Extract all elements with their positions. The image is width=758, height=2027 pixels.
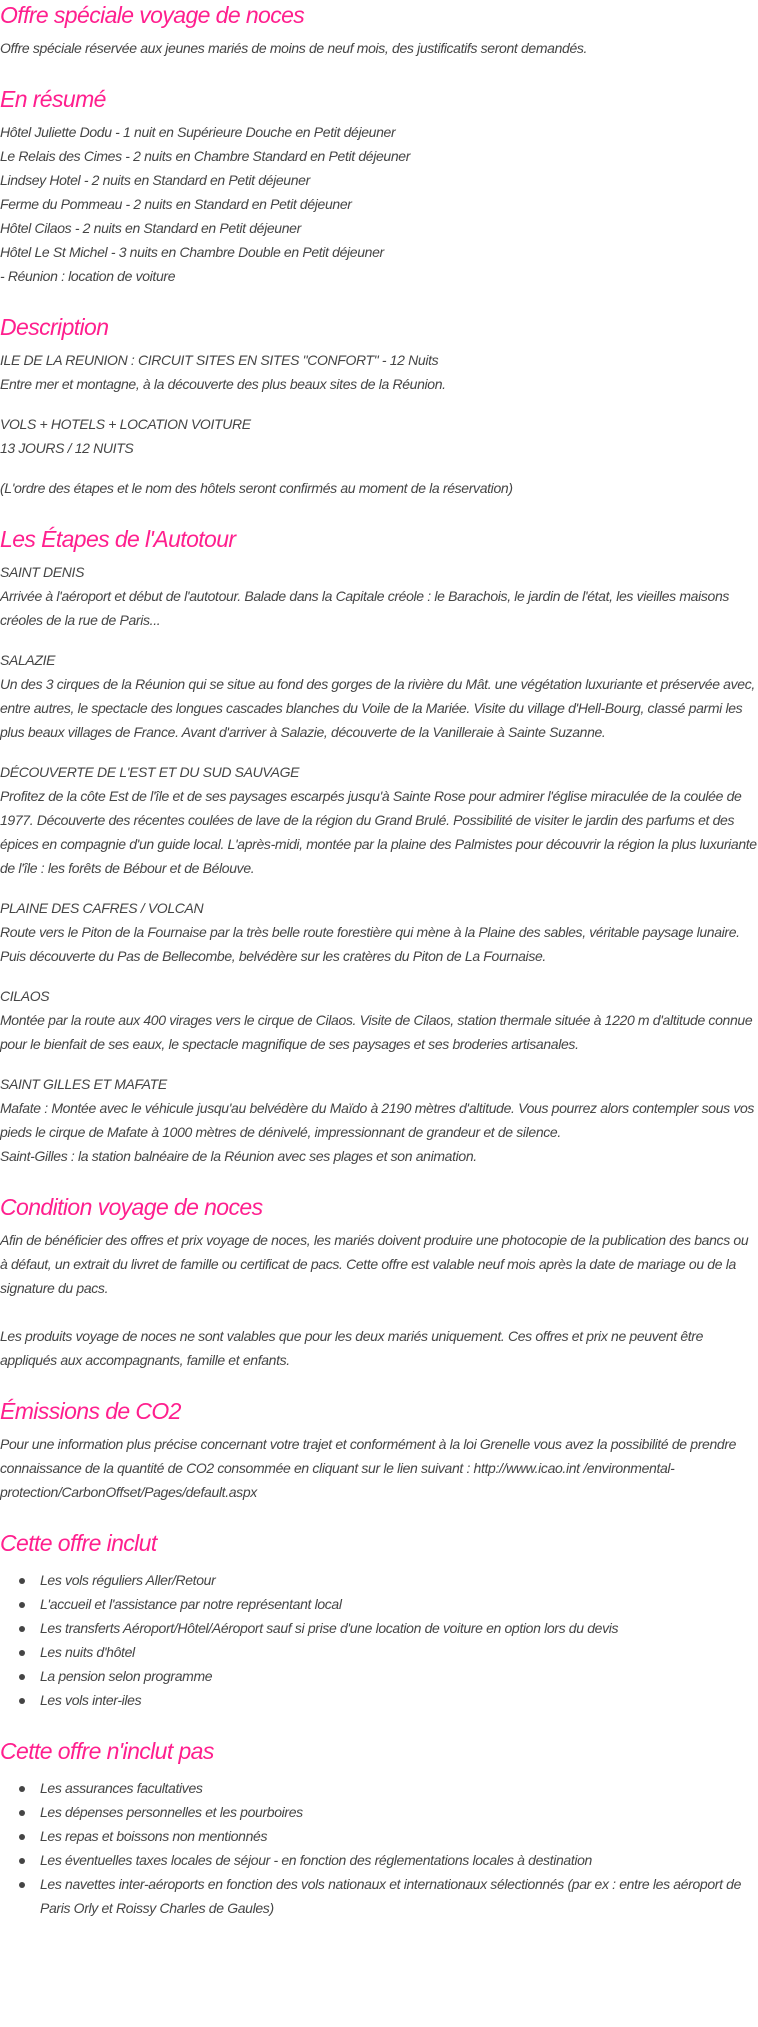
stage-text: Un des 3 cirques de la Réunion qui se situe au fond des gorges de la rivière du Mât. une végétation luxuriante et préservée avec, entre autres, le spectacle des longues cascades blanches du Voile de la Mariée. Visite du village d'Hell-Bourg, classé parmi les plus beaux villages de France. Avant d'arriver à Salazie, découverte de la Vanilleraie à Sainte Suzanne. [0,676,755,740]
conditions-section [0,1192,758,1372]
list-item: Les dépenses personnelles et les pourboires [40,1800,758,1824]
conditions-paragraph: Afin de bénéficier des offres et prix voyage de noces, les mariés doivent produire une photocopie de la publication des bancs ou à défaut, un extrait du livret de famille ou certificat de pacs. Cette offre est valable neuf mois après la date de mariage ou de la signature du pacs. [0,1232,749,1296]
list-item: Les navettes inter-aéroports en fonction des vols nationaux et internationaux sélectionnés (par ex : entre les aéroport de Paris Orly et Roissy Charles de Gaules) [40,1872,758,1920]
stages-title: Les Étapes de l'Autotour [0,526,236,552]
summary-line: - Réunion : location de voiture [0,268,176,284]
conditions-paragraph: Les produits voyage de noces ne sont valables que pour les deux mariés uniquement. Ces offres et prix ne peuvent être appliqués aux accompagnants, famille et enfants. [0,1328,704,1368]
list-item: Les repas et boissons non mentionnés [40,1824,758,1848]
stages-section [0,524,758,1168]
excludes-section [0,1736,758,1920]
list-item: Les vols inter-iles [40,1688,758,1712]
stage-name: CILAOS [0,988,50,1004]
co2-text: Pour une information plus précise concernant votre trajet et conformément à la loi Grenelle vous avez la possibilité de prendre connaissance de la quantité de CO2 consommée en cliquant sur le lien suivant : http://www.icao.int /environmental-protection/CarbonOffset/Pages/default.aspx [0,1436,737,1500]
list-item: Les vols réguliers Aller/Retour [40,1568,758,1592]
stage-item [0,1072,758,1168]
description-duration: 13 JOURS / 12 NUITS [0,440,134,456]
co2-section [0,1396,758,1504]
includes-list [0,1568,758,1712]
description-tagline: Entre mer et montagne, à la découverte des plus beaux sites de la Réunion. [0,376,446,392]
stage-text: Arrivée à l'aéroport et début de l'autotour. Balade dans la Capitale créole : le Barachois, le jardin de l'état, les vieilles maisons créoles de la rue de Paris... [0,588,730,628]
stage-name: SAINT DENIS [0,564,85,580]
offer-text: Offre spéciale réservée aux jeunes mariés de moins de neuf mois, des justificatifs seront demandés. [0,40,588,56]
summary-section [0,84,758,288]
stage-item [0,896,758,968]
stage-name: SALAZIE [0,652,56,668]
list-item: L'accueil et l'assistance par notre représentant local [40,1592,758,1616]
description-note: (L'ordre des étapes et le nom des hôtels seront confirmés au moment de la réservation) [0,480,513,496]
summary-line: Ferme du Pommeau - 2 nuits en Standard en Petit déjeuner [0,196,352,212]
stage-item [0,560,758,632]
excludes-title: Cette offre n'inclut pas [0,1738,214,1764]
stage-text: Route vers le Piton de la Fournaise par la très belle route forestière qui mène à la Plaine des sables, véritable paysage lunaire. Puis découverte du Pas de Bellecombe, belvédère sur les cratères du Piton de La Fournaise. [0,924,740,964]
stage-name: PLAINE DES CAFRES / VOLCAN [0,900,204,916]
stage-text: Montée par la route aux 400 virages vers le cirque de Cilaos. Visite de Cilaos, station thermale située à 1220 m d'altitude connue pour le bienfait de ses eaux, le spectacle magnifique de ses paysages et ses broderies artisanales. [0,1012,753,1052]
summary-line: Lindsey Hotel - 2 nuits en Standard en Petit déjeuner [0,172,310,188]
offer-title: Offre spéciale voyage de noces [0,2,305,28]
stage-text: Mafate : Montée avec le véhicule jusqu'au belvédère du Maïdo à 2190 mètres d'altitude. Vous pourrez alors contempler sous vos pieds le cirque de Mafate à 1000 mètres de dénivelé, impressionnant de grandeur et de silence. [0,1100,755,1140]
description-title: Description [0,314,109,340]
stage-name: DÉCOUVERTE DE L'EST ET DU SUD SAUVAGE [0,764,300,780]
stage-item [0,984,758,1056]
list-item: La pension selon programme [40,1664,758,1688]
stage-text: Profitez de la côte Est de l'île et de ses paysages escarpés jusqu'à Sainte Rose pour admirer l'église miraculée de la coulée de 1977. Découverte des récentes coulées de lave de la région du Grand Brulé. Possibilité de visiter le jardin des parfums et des épices en compagnie d'un guide local. L'après-midi, montée par la plaine des Palmistes pour découvrir la région la plus luxuriante de l'île : les forêts de Bébour et de Bélouve. [0,788,757,876]
description-section [0,312,758,500]
list-item: Les nuits d'hôtel [40,1640,758,1664]
conditions-title: Condition voyage de noces [0,1194,263,1220]
list-item: Les transferts Aéroport/Hôtel/Aéroport sauf si prise d'une location de voiture en option lors du devis [40,1616,758,1640]
summary-line: Hôtel Le St Michel - 3 nuits en Chambre Double en Petit déjeuner [0,244,384,260]
description-circuit: ILE DE LA REUNION : CIRCUIT SITES EN SITES "CONFORT" - 12 Nuits [0,352,439,368]
summary-title: En résumé [0,86,106,112]
summary-line: Le Relais des Cimes - 2 nuits en Chambre Standard en Petit déjeuner [0,148,411,164]
excludes-list [0,1776,758,1920]
stage-item [0,648,758,744]
includes-title: Cette offre inclut [0,1530,157,1556]
summary-line: Hôtel Juliette Dodu - 1 nuit en Supérieure Douche en Petit déjeuner [0,124,396,140]
list-item: Les éventuelles taxes locales de séjour - en fonction des réglementations locales à destination [40,1848,758,1872]
offer-section [0,0,758,60]
stage-name: SAINT GILLES ET MAFATE [0,1076,167,1092]
summary-list [0,120,758,288]
includes-section [0,1528,758,1712]
list-item: Les assurances facultatives [40,1776,758,1800]
stage-item [0,760,758,880]
co2-title: Émissions de CO2 [0,1398,181,1424]
description-package: VOLS + HOTELS + LOCATION VOITURE [0,416,251,432]
stage-text: Saint-Gilles : la station balnéaire de la Réunion avec ses plages et son animation. [0,1148,477,1164]
summary-line: Hôtel Cilaos - 2 nuits en Standard en Petit déjeuner [0,220,301,236]
